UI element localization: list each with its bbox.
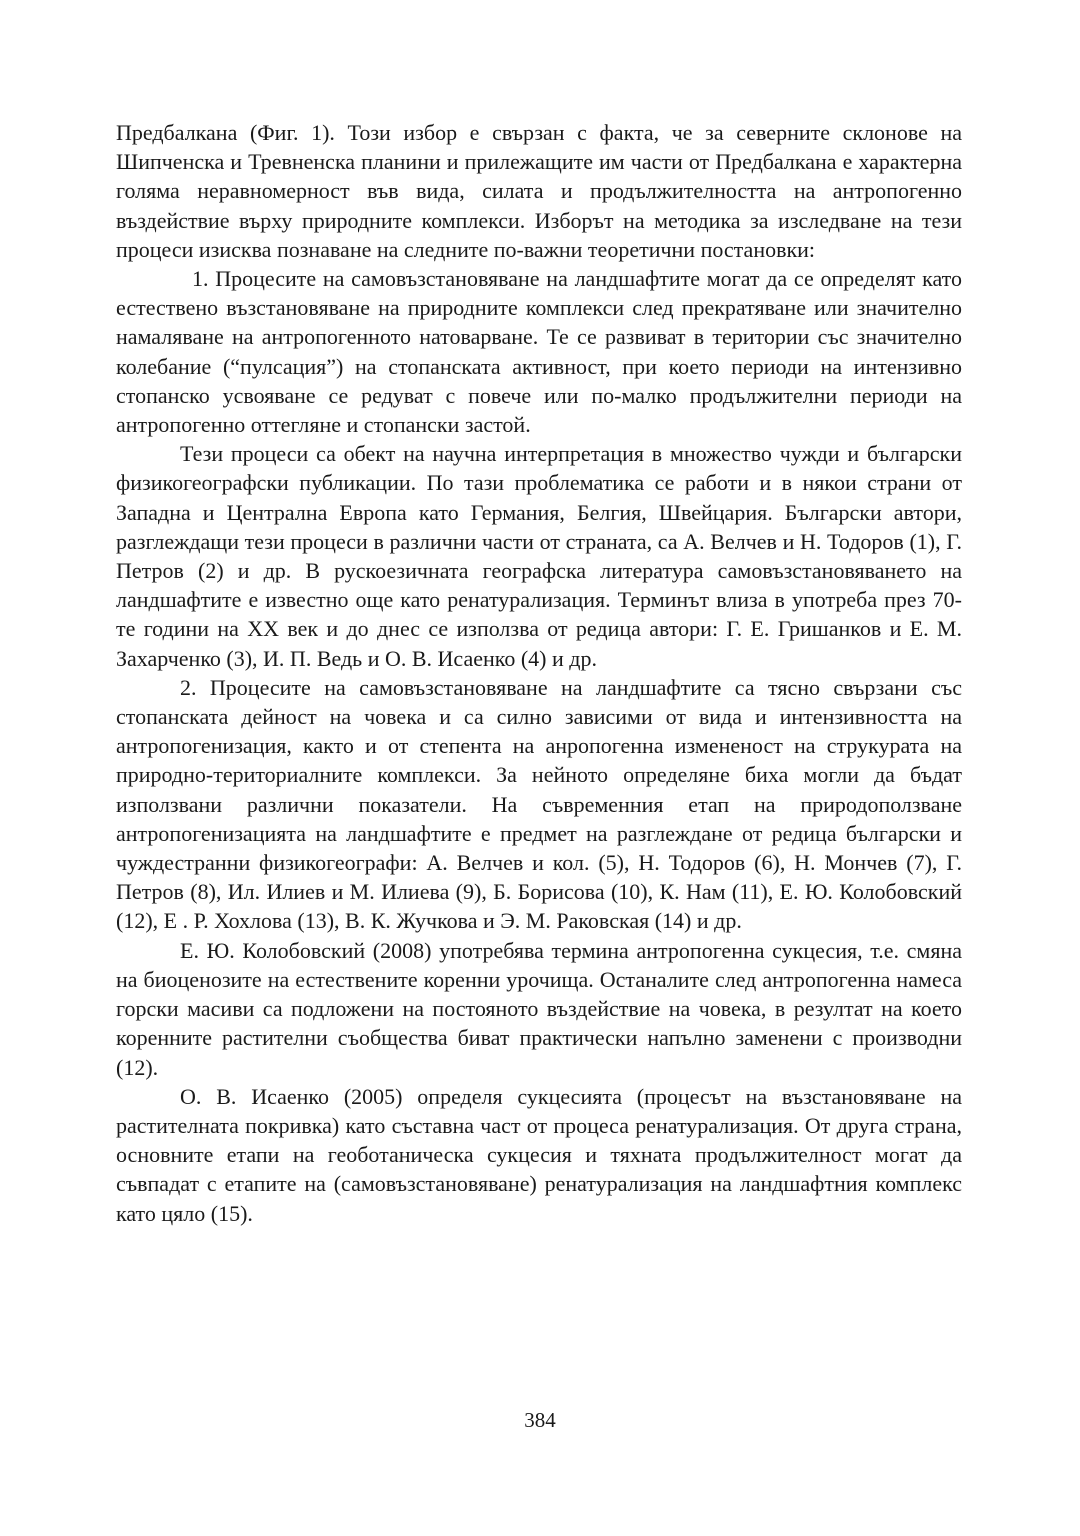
- paragraph-point-1: 1. Процесите на самовъзстановяване на ландшафтите могат да се определят като естествено възстановяване на природните комплекси след прекратяване или значително намаляване на антропогенното натоварване. Те се развиват в територии със значително колебание (“пулсация”) на стопанската активност, при което периоди на интензивно стопанско усвояване се редуват с повече или по-малко продължителни периоди на антропогенно оттегляне и стопански застой.: [116, 266, 962, 438]
- page-number: 384: [524, 1408, 556, 1432]
- paragraph-interpretation: Тези процеси са обект на научна интерпретация в множество чужди и български физикогеографски публикации. По тази проблематика се работи и в някои страни от Западна и Централна Европа като Германия, Белгия, Швейцария. Български автори, разглеждащи тези процеси в различни части от страната, са А. Велчев и Н. Тодоров (1), Г. Петров (2) и др. В рускоезичната географска литература самовъзстановяването на ландшафтите е известно още като ренатурализация. Терминът влиза в употреба през 70-те години на XX век и до днес се използва от редица автори: Г. Е. Гришанков и Е. М. Захарченко (3), И. П. Ведь и О. В. Исаенко (4) и др.: [116, 441, 962, 671]
- paragraph-kolobovsky: Е. Ю. Колобовский (2008) употребява термина антропогенна сукцесия, т.е. смяна на биоценозите на естествените коренни урочища. Останалите след антропогенна намеса горски масиви са подложени на постояното въздействие на човека, в резултат на което коренните растителни съобщества биват практически напълно заменени с производни (12).: [116, 937, 962, 1080]
- paragraph-intro: Предбалкана (Фиг. 1). Този избор е свързан с факта, че за северните склонове на Шипченска и Тревненска планини и прилежащите им части от Предбалкана е характерна голяма неравномерност във вида, силата и продължителността на антропогенно въздействие върху природните комплекси. Изборът на методика за изследване на тези процеси изисква познаване на следните по-важни теоретични постановки:: [116, 120, 962, 262]
- document-body: [116, 118, 962, 1228]
- paragraph-isaenko: О. В. Исаенко (2005) определя сукцесията (процесът на възстановяване на растителната покривка) като съставна част от процеса ренатурализация. От друга страна, основните етапи на геоботаническа сукцесия и тяхната продължителност могат да съвпадат с етапите на (самовъзстановяване) ренатурализация на ландшафтния комплекс като цяло (15).: [116, 1083, 962, 1226]
- paragraph-point-2: 2. Процесите на самовъзстановяване на ландшафтите са тясно свързани със стопанската дейност на човека и са силно зависими от вида и интензивността на антропогенизация, както и от степента на анропогенна измененост на струкурата на природно-териториалните комплекси. За нейното определяне биха могли да бъдат използвани различни показатели. На съвременния етап на природоползване антропогенизацията на ландшафтите е предмет на разглеждане от редица български и чуждестранни физикогеографи: А. Велчев и кол. (5), Н. Тодоров (6), Н. Мончев (7), Г. Петров (8), Ил. Илиев и М. Илиева (9), Б. Борисова (10), К. Нам (11), Е. Ю. Колобовский (12), Е . Р. Хохлова (13), В. К. Жучкова и Э. М. Раковская (14) и др.: [116, 674, 962, 934]
